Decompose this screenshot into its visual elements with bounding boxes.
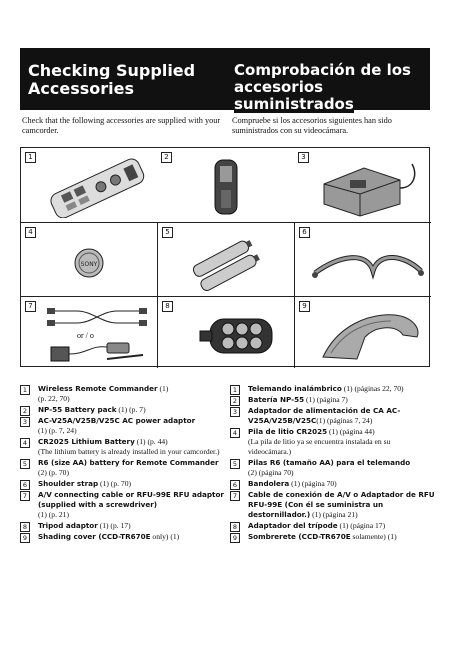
- list-item: [230, 395, 435, 405]
- item-detail: (2) (p. 70): [38, 468, 69, 477]
- cell-shoulder-strap: [294, 222, 431, 297]
- item-number: 6: [20, 480, 30, 490]
- accessory-list-spanish: [230, 384, 435, 543]
- item-detail: solamente) (1): [350, 532, 397, 541]
- list-item: [20, 405, 225, 415]
- title-english: Checking Supplied Accessories: [28, 61, 196, 98]
- rfu-adaptor-icon: [47, 341, 147, 367]
- figure-number: 2: [161, 152, 172, 163]
- intro-english: Check that the following accessories are supplied with your camcorder.: [22, 116, 221, 135]
- item-name: Adaptador del trípode: [248, 521, 338, 530]
- av-cable-icon: [47, 305, 147, 329]
- item-note: (2) (página 70): [248, 468, 294, 477]
- item-note: (1) (p. 21): [38, 510, 69, 519]
- item-detail: (1) (p. 44): [134, 437, 168, 446]
- item-detail: (1) (página 7): [304, 395, 348, 404]
- item-name: Wireless Remote Commander: [38, 384, 158, 393]
- item-note: (The lithium battery is already installed in your camcorder.): [38, 447, 220, 456]
- item-detail: (1) (página 21): [310, 510, 358, 519]
- item-detail: (1) (página 44): [327, 427, 375, 436]
- item-number: 9: [230, 533, 240, 543]
- figure-number: 5: [162, 227, 173, 238]
- page-header: [20, 48, 430, 113]
- item-number: 2: [20, 406, 30, 416]
- list-item: [230, 532, 435, 542]
- figure-number: 7: [25, 301, 36, 312]
- item-detail: (1): [157, 384, 169, 393]
- list-item: [230, 521, 435, 531]
- cell-remote-commander: [21, 148, 157, 222]
- item-name: Tripod adaptor: [38, 521, 98, 530]
- item-number: 1: [230, 385, 240, 395]
- list-item: [20, 458, 225, 478]
- list-item: [20, 490, 225, 520]
- item-number: 5: [20, 459, 30, 469]
- item-detail: (1) (páginas 7, 24): [316, 416, 373, 425]
- figure-number: 8: [162, 301, 173, 312]
- item-number: 7: [20, 491, 30, 501]
- cell-battery-pack: [157, 148, 294, 222]
- figure-number: 9: [299, 301, 310, 312]
- item-detail: (1) (página 17): [337, 521, 386, 530]
- list-item: [20, 479, 225, 489]
- list-item: [20, 437, 225, 457]
- item-name: Sombrerete (CCD-TR670E: [248, 532, 351, 541]
- item-number: 8: [230, 522, 240, 532]
- item-detail: (1) (páginas 22, 70): [341, 384, 404, 393]
- list-item: [230, 479, 435, 489]
- item-name: Telemando inalámbrico: [248, 384, 342, 393]
- item-name: CR2025 Lithium Battery: [38, 437, 135, 446]
- item-detail: (1) (p. 7): [116, 405, 146, 414]
- item-number: 6: [230, 480, 240, 490]
- list-item: [230, 427, 435, 457]
- item-name: NP-55 Battery pack: [38, 405, 117, 414]
- item-name: Pila de litio CR2025: [248, 427, 328, 436]
- figure-number: 3: [298, 152, 309, 163]
- title-spanish: Comprobación de los accesorios suministrados: [234, 61, 411, 113]
- item-detail: (1) (p. 70): [98, 479, 132, 488]
- item-number: 4: [20, 438, 30, 448]
- item-name: Batería NP-55: [248, 395, 305, 404]
- item-detail: (1) (p. 17): [97, 521, 131, 530]
- item-name: R6 (size AA) battery for Remote Commander: [38, 458, 219, 467]
- intro-spanish: Compruebe si los accesorios siguientes han sido suministrados con su videocámara.: [232, 116, 392, 135]
- svg-text:SONY: SONY: [80, 261, 98, 268]
- list-item: [20, 384, 225, 404]
- cell-shading-cover: [294, 296, 431, 368]
- figure-number: 1: [25, 152, 36, 163]
- item-number: 4: [230, 428, 240, 438]
- ac-adaptor-icon: [314, 154, 426, 220]
- list-item: [230, 406, 435, 426]
- item-name: A/V connecting cable or RFU-99E RFU adaptor (supplied with a screwdriver): [38, 490, 224, 509]
- figure-number: 4: [25, 227, 36, 238]
- cell-av-cable: [21, 296, 157, 368]
- item-name: Bandolera: [248, 479, 290, 488]
- list-item: [230, 458, 435, 478]
- item-detail: only) (1): [150, 532, 180, 541]
- shoulder-strap-icon: [309, 241, 427, 291]
- list-item: [20, 521, 225, 531]
- cell-ac-adaptor: [294, 148, 430, 222]
- list-item: [230, 490, 435, 520]
- item-name: AC-V25A/V25B/V25C AC power adaptor: [38, 416, 196, 425]
- item-note: (p. 22, 70): [38, 394, 70, 403]
- item-number: 2: [230, 396, 240, 406]
- item-number: 5: [230, 459, 240, 469]
- figure-number: 6: [299, 227, 310, 238]
- accessories-illustration: [20, 147, 430, 367]
- item-number: 3: [230, 407, 240, 417]
- item-number: 3: [20, 417, 30, 427]
- cell-tripod-adaptor: [157, 296, 295, 368]
- item-name: Cable de conexión de A/V o Adaptador de RFU RFU-99E (Con él se suministra un destornillador.): [248, 490, 435, 519]
- item-name: Shading cover (CCD-TR670E: [38, 532, 151, 541]
- r6-batteries-icon: [186, 237, 266, 291]
- list-item: [20, 416, 225, 436]
- cell-lithium-battery: [21, 222, 157, 297]
- item-number: 1: [20, 385, 30, 395]
- cell-r6-batteries: [157, 222, 295, 297]
- item-number: 9: [20, 533, 30, 543]
- or-label: or / o: [77, 331, 94, 340]
- item-name: Shoulder strap: [38, 479, 99, 488]
- lithium-battery-icon: [69, 243, 109, 283]
- item-number: 8: [20, 522, 30, 532]
- shading-cover-icon: [317, 307, 425, 365]
- item-detail: (1) (página 70): [289, 479, 337, 488]
- battery-pack-icon: [197, 154, 257, 218]
- item-number: 7: [230, 491, 240, 501]
- item-name: Adaptador de alimentación de CA AC-V25A/V25B/V25C: [248, 406, 401, 425]
- list-item: [20, 532, 225, 542]
- accessory-list-english: [20, 384, 225, 543]
- item-note: (La pila de litio ya se encuentra instalada en su videocámara.): [248, 437, 391, 456]
- item-note: (1) (p. 7, 24): [38, 426, 77, 435]
- remote-commander-icon: [41, 158, 151, 218]
- tripod-adaptor-icon: [198, 311, 282, 361]
- item-name: Pilas R6 (tamaño AA) para el telemando: [248, 458, 411, 467]
- list-item: [230, 384, 435, 394]
